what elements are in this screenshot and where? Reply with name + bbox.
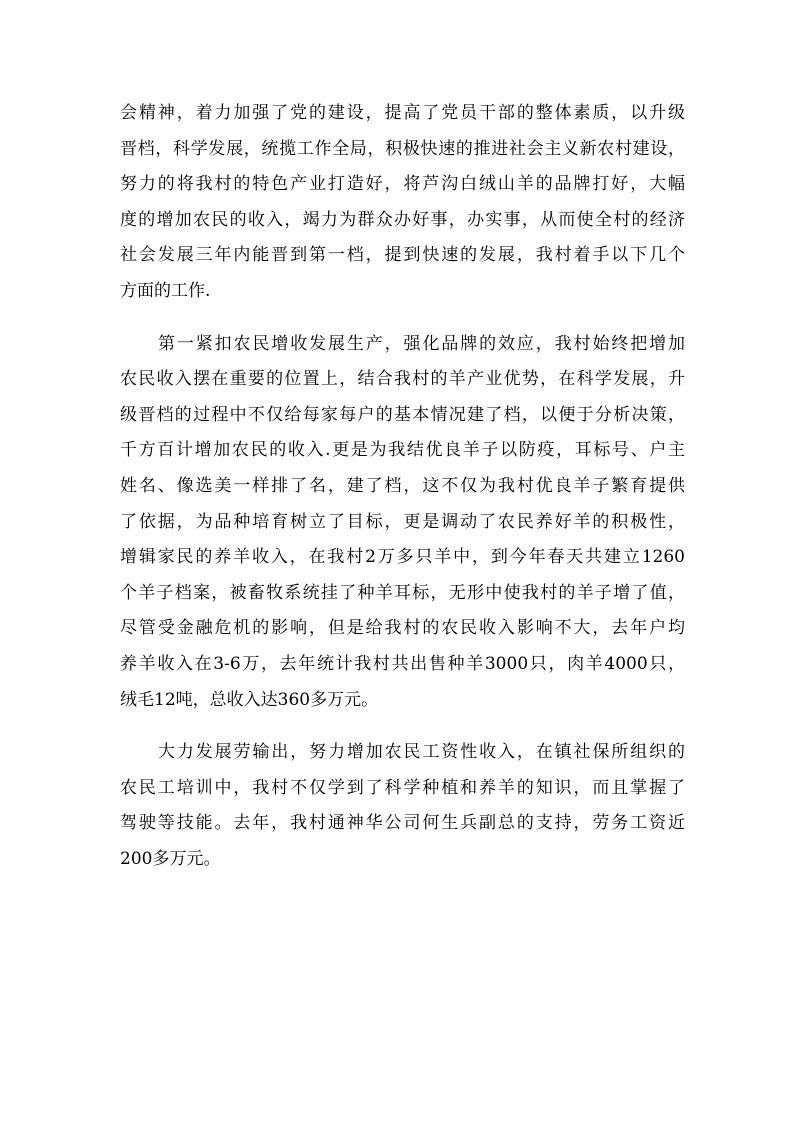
text-line: 第一紧扣农民增收发展生产，强化品牌的效应，我村始终把增加 bbox=[158, 333, 685, 354]
text-line: 方面的工作. bbox=[120, 280, 211, 301]
paragraph-3 bbox=[120, 735, 685, 877]
paragraph-spacer bbox=[120, 718, 685, 735]
text-line: 了依据，为品种培育树立了目标，更是调动了农民养好羊的积极性， bbox=[120, 511, 685, 532]
text-line: 努力的将我村的特色产业打造好，将芦沟白绒山羊的品牌打好，大幅 bbox=[120, 174, 685, 195]
text-line: 千方百计增加农民的收入.更是为我结优良羊子以防疫，耳标号、户主 bbox=[120, 440, 685, 461]
text-line: 绒毛12吨，总收入达360多万元。 bbox=[120, 689, 379, 710]
text-line: 大力发展劳输出，努力增加农民工资性收入，在镇社保所组织的 bbox=[158, 742, 685, 763]
paragraph-spacer bbox=[120, 310, 685, 327]
text-line: 养羊收入在3-6万，去年统计我村共出售种羊3000只，肉羊4000只， bbox=[120, 653, 685, 674]
text-line: 个羊子档案，被畜牧系统挂了种羊耳标，无形中使我村的羊子增了值， bbox=[120, 582, 685, 603]
text-line: 社会发展三年内能晋到第一档，提到快速的发展，我村着手以下几个 bbox=[120, 245, 685, 266]
text-line: 晋档，科学发展，统揽工作全局，积极快速的推进社会主义新农村建设， bbox=[120, 138, 685, 159]
text-line: 200多万元。 bbox=[120, 848, 221, 869]
text-line: 农民收入摆在重要的位置上，结合我村的羊产业优势，在科学发展，升 bbox=[120, 369, 685, 390]
text-line: 姓名、像选美一样排了名，建了档，这不仅为我村优良羊子繁育提供 bbox=[120, 475, 685, 496]
paragraph-2 bbox=[120, 327, 685, 719]
text-line: 会精神，着力加强了党的建设，提高了党员干部的整体素质，以升级 bbox=[120, 103, 685, 123]
paragraph-1 bbox=[120, 96, 685, 310]
text-line: 驾驶等技能。去年，我村通神华公司何生兵副总的支持，劳务工资近 bbox=[120, 813, 685, 834]
text-line: 农民工培训中，我村不仅学到了科学种植和养羊的知识，而且掌握了 bbox=[120, 777, 685, 798]
text-line: 尽管受金融危机的影响，但是给我村的农民收入影响不大，去年户均 bbox=[120, 618, 685, 639]
text-line: 级晋档的过程中不仅给每家每户的基本情况建了档，以便于分析决策， bbox=[120, 404, 685, 425]
text-line: 增辑家民的养羊收入，在我村2万多只羊中，到今年春天共建立1260 bbox=[120, 547, 685, 568]
document-body bbox=[120, 96, 685, 877]
text-line: 度的增加农民的收入，竭力为群众办好事，办实事，从而使全村的经济 bbox=[120, 209, 685, 230]
